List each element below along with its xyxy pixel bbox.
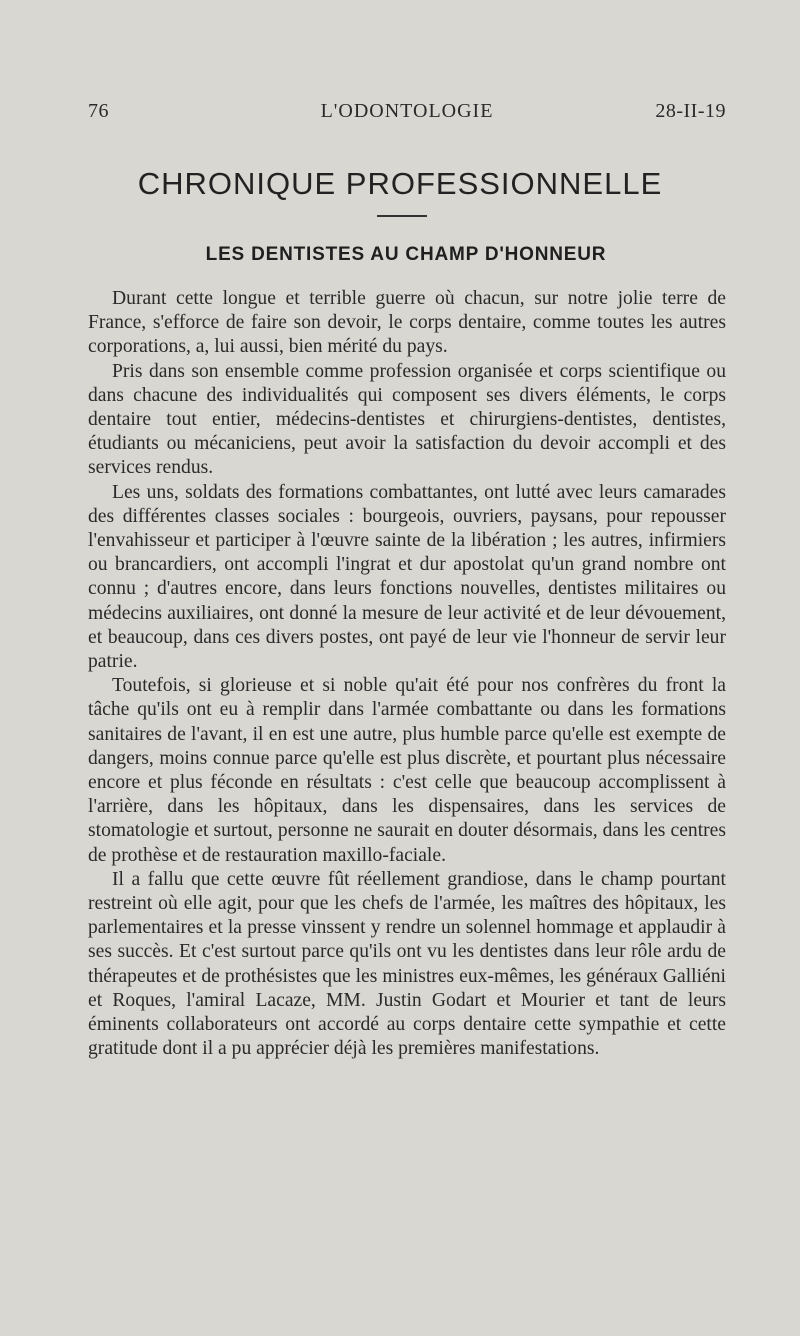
paragraph-5: Il a fallu que cette œuvre fût réellement grandiose, dans le champ pourtant restreint où elle agit, pour que les chefs de l'armée, les maîtres des hôpitaux, les parlementaires et la presse vinssent y rendre un solennel hommage et applaudir à ses succès. Et c'est surtout parce qu'ils ont vu les dentistes dans leur rôle ardu de thérapeutes et de prothésistes que les ministres eux-mêmes, les généraux Galliéni et Roques, l'amiral Lacaze, MM. Justin Godart et Mourier et tant de leurs éminents collaborateurs ont accordé au corps dentaire cette sympathie et cette gratitude dont il a pu apprécier déjà les premières manifestations.: [88, 868, 726, 1060]
article-title: LES DENTISTES AU CHAMP D'HONNEUR: [205, 244, 607, 265]
paragraph-1: Durant cette longue et terrible guerre où chacun, sur notre jolie terre de France, s'efforce de faire son devoir, le corps dentaire, comme toutes les autres corporations, a, lui aussi, bien mérité du pays.: [88, 288, 726, 358]
section-title: CHRONIQUE PROFESSIONNELLE: [137, 166, 663, 201]
paragraph-2: Pris dans son ensemble comme profession organisée et corps scientifique ou dans chacune des individualités qui composent ses divers éléments, le corps dentaire tout entier, médecins-dentistes et chirurgiens-dentistes, dentistes, étudiants ou mécaniciens, peut avoir la satisfaction du devoir accompli et des services rendus.: [88, 360, 726, 479]
journal-title: L'ODONTOLOGIE: [320, 100, 494, 122]
paragraph-4: Toutefois, si glorieuse et si noble qu'ait été pour nos confrères du front la tâche qu'ils ont eu à remplir dans l'armée combattante ou dans les formations sanitaires de l'avant, il en est une autre, plus humble parce qu'elle est exempte de dangers, moins connue parce qu'elle est plus discrète, et pourtant plus nécessaire encore et plus féconde en résultats : c'est celle que beaucoup accomplissent à l'arrière, dans les hôpitaux, dans les dispensaires, dans les services de stomatologie et surtout, personne ne saurait en douter désormais, dans les centres de prothèse et de restauration maxillo-faciale.: [88, 675, 726, 866]
title-rule: [377, 215, 427, 217]
paragraph-3: Les uns, soldats des formations combattantes, ont lutté avec leurs camarades des différentes classes sociales : bourgeois, ouvriers, paysans, pour repousser l'envahisseur et participer à l'œuvre sainte de la libération ; les autres, infirmiers ou brancardiers, ont accompli l'ingrat et dur apostolat qu'un grand nombre ont connu ; d'autres encore, dans leurs fonctions nouvelles, dentistes militaires ou médecins auxiliaires, ont donné la mesure de leur activité et de leur dévouement, et beaucoup, dans ces divers postes, ont payé de leur vie l'honneur de servir leur patrie.: [88, 481, 726, 673]
article-body: [88, 287, 726, 1062]
issue-date: 28-II-19: [655, 100, 726, 122]
page-number: 76: [88, 100, 109, 122]
